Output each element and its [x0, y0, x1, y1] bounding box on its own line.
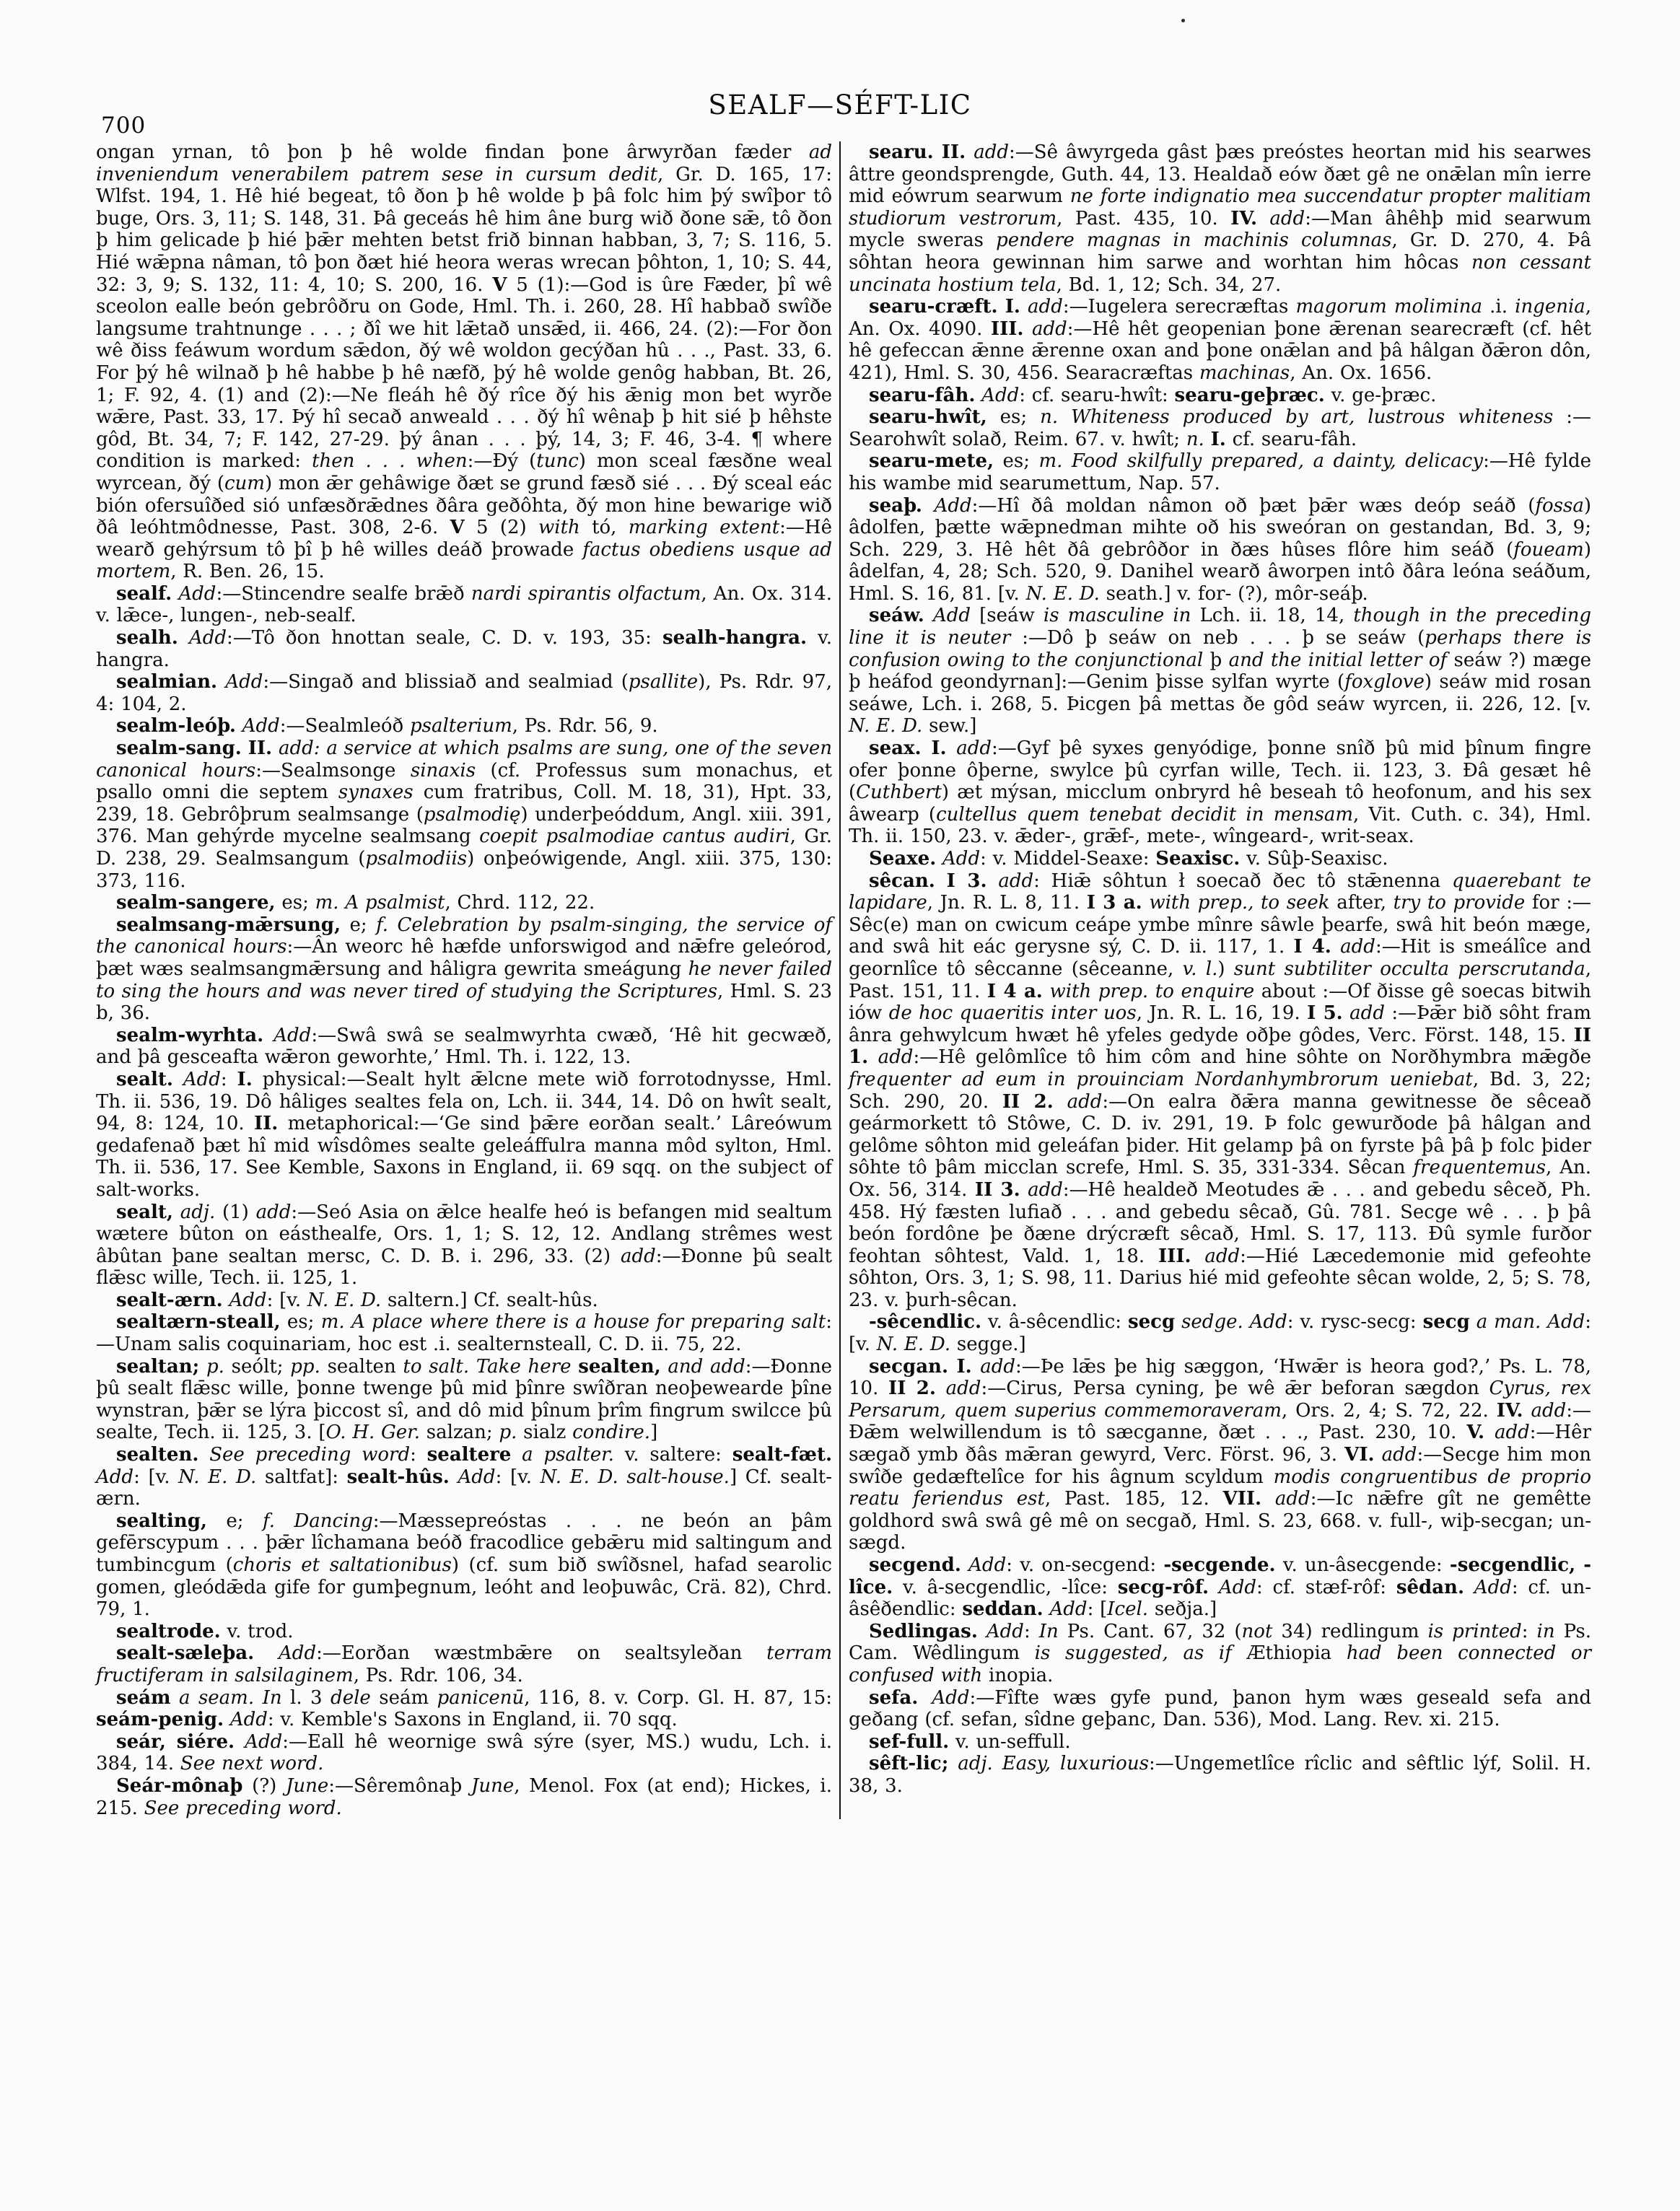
column-right — [841, 141, 1591, 1819]
dictionary-entry: Sedlingas. Add: In Ps. Cant. 67, 32 (not 34) redlingum is printed: in Ps. Cam. Wêdlingum is suggested, as if Æthiopia had been connected or confused with inopia. — [849, 1620, 1591, 1686]
page-title: SEALF—SÉFT-LIC — [708, 89, 972, 121]
text-block — [96, 141, 1598, 1819]
dictionary-entry: seáw. Add [seáw is masculine in Lch. ii. 18, 14, though in the preceding line it is neuter :—Dô þ seáw on neb . . . þ se seáw (perhaps there is confusion owing to the conjunctional þ and the initial letter of seáw ?) mæge þ heáfod geondyrnan]:—Genim þisse sylfan wyrte (foxglove) seáw mid rosan seáwe, Lch. i. 268, 5. Þicgen þâ mettas ðe gôd seáw wyrcen, ii. 226, 12. [v. N. E. D. sew.] — [849, 605, 1592, 737]
dictionary-entry: seaþ. Add:—Hî ðâ moldan nâmon oð þæt þǣr wæs deóp seáð (fossa) âdolfen, þætte wǣpnedman mihte oð his sweóran on gestandan, Bd. 3, 9; Sch. 229, 3. Hê hêt ðâ gebrôðor in ðæs hûses flôre him seáð (foueam) âdelfan, 4, 28; Sch. 520, 9. Danihel wearð âworpen intô ðâra leóna seáðum, Hml. S. 16, 81. [v. N. E. D. seath.] v. for- (?), môr-seáþ. — [849, 494, 1591, 605]
dictionary-entry: sealten. See preceding word: sealtere a psalter. v. saltere: sealt-fæt. Add: [v. N. E. D. saltfat]: sealt-hûs. Add: [v. N. E. D. salt-house.] Cf. sealt-ærn. — [96, 1444, 833, 1510]
dictionary-entry: Seár-mônaþ (?) June:—Sêremônaþ June, Menol. Fox (at end); Hickes, i. 215. See preceding word. — [96, 1774, 832, 1819]
dictionary-entry: sealt-ærn. Add: [v. N. E. D. saltern.] Cf. sealt-hûs. — [116, 1289, 598, 1311]
dictionary-entry: sealf. Add:—Stincendre sealfe brǣð nardi spirantis olfactum, An. Ox. 314. v. lǣce-, lungen-, neb-sealf. — [96, 582, 833, 627]
dictionary-entry: sealh. Add:—Tô ðon hnottan seale, C. D. v. 193, 35: sealh-hangra. v. hangra. — [96, 627, 832, 671]
dictionary-entry: searu-hwît, es; n. Whiteness produced by art, lustrous whiteness :—Searohwît solað, Reim. 67. v. hwît; n. I. cf. searu-fâh. — [849, 406, 1591, 450]
dictionary-entry: searu-fâh. Add: cf. searu-hwît: searu-geþræc. v. ge-þræc. — [869, 384, 1437, 406]
dictionary-entry: sealm-leóþ. Add:—Sealmleóð psalterium, Ps. Rdr. 56, 9. — [116, 715, 658, 737]
dictionary-entry: seax. I. add:—Gyf þê syxes genyódige, þonne snîð þû mid þînum fingre ofer þonne ôþerne, swylce þû cyrfan wille, Tech. ii. 123, 3. Ðâ gesæt hê (Cuthbert) æt mýsan, micclum onbryrd hê beseah tô heofonum, and his sex âwearp (cultellus quem tenebat decidit in mensam, Vit. Cuth. c. 34), Hml. Th. ii. 150, 23. v. ǣder-, grǣf-, mete-, wîngeard-, writ-seax. — [849, 737, 1592, 848]
dictionary-entry: Seaxe. Add: v. Middel-Seaxe: Seaxisc. v. Sûþ-Seaxisc. — [869, 848, 1388, 870]
dictionary-entry: secgend. Add: v. on-secgend: -secgende. v. un-âsecgende: -secgendlic, -lîce. v. â-secgendlic, -lîce: secg-rôf. Add: cf. stæf-rôf: sêdan. Add: cf. un-âsêðendlic: seddan. Add: [Icel. seðja.] — [849, 1554, 1592, 1621]
dictionary-entry: sealmsang-mǣrsung, e; f. Celebration by psalm-singing, the service of the canonical hours:—Ân weorc hê hæfde unforswigod and nǣfre geleórod, þæt wæs sealmsangmǣrsung and hâligra gewrita smeágung he never failed to sing the hours and was never tired of studying the Scriptures, Hml. S. 23 b, 36. — [96, 914, 832, 1025]
dictionary-entry: sealm-sang. II. add: a service at which psalms are sung, one of the seven canonical hours:—Sealmsonge sinaxis (cf. Professus sum monachus, et psallo omni die septem synaxes cum fratribus, Coll. M. 18, 31), Hpt. 33, 239, 18. Gebrôþrum sealmsange (psalmodię) underþeóddum, Angl. xiii. 391, 376. Man gehýrde mycelne sealmsang coepit psalmodiae cantus audiri, Gr. D. 238, 29. Sealmsangum (psalmodiis) onþeówigende, Angl. xiii. 375, 130: 373, 116. — [96, 737, 833, 892]
dictionary-entry: sealt-sæleþa. Add:—Eorðan wæstmbǣre on sealtsyleðan terram fructiferam in salsilaginem, Ps. Rdr. 106, 34. — [96, 1642, 833, 1686]
dictionary-entry: sêcan. I 3. add: Hiǣ sôhtun ł soecað ðec tô stǣnenna quaerebant te lapidare, Jn. R. L. 8, 11. I 3 a. with prep., to seek after, try to provide for :—Sêc(e) man on cwicum ceápe ymbe mînre sâwle þearfe, swâ hit beón mæge, and swâ hit eác gerysne sý, C. D. ii. 117, 1. I 4. add:—Hit is smeálîce and geornlîce tô sêccanne (sêceanne, v. l.) sunt subtiliter occulta perscrutanda, Past. 151, 11. I 4 a. with prep. to enquire about :—Of ðisse gê soecas bitwih iów de hoc quaeritis inter uos, Jn. R. L. 16, 19. I 5. add :—Þǣr bið sôht fram ânra gehwylcum hwæt hê yfeles gedyde oðþe gôdes, Verc. Först. 148, 15. II 1. add:—Hê gelômlîce tô him côm and hine sôhte on Norðhymbra mǣgðe frequenter ad eum in prouinciam Nordanhymbrorum ueniebat, Bd. 3, 22; Sch. 290, 20. II 2. add:—On ealra ðǣra manna gewitnesse ðe sêceað geármorkett tô Stôwe, C. D. iv. 291, 19. Þ folc gewurðode þâ hâlgan and gelôme sôhton mid geleáfan þider. Hit gelamp þâ on fyrste þâ þâ þ folc þider sôhte tô þâm micclan screfe, Hml. S. 35, 331-334. Sêcan frequentemus, An. Ox. 56, 314. II 3. add:—Hê healdeð Meotudes ǣ . . . and gebedu sêceð, Ph. 458. Hý fæsten lufiað . . . and gebedu sêcað, Gû. 781. Secge wê . . . þ þâ beón fordône þe ðæne drýcræft sêcað, Hml. S. 17, 113. Ðû symle furðor feohtan sôhtest, Vald. 1, 18. III. add:—Hié Læcedemonie mid gefeohte sôhton, Ors. 3, 1; S. 98, 11. Darius hié mid gefeohte sêcan wolde, 2, 5; S. 78, 23. v. þurh-sêcan. — [849, 870, 1592, 1311]
dictionary-entry: sealm-sangere, es; m. A psalmist, Chrd. 112, 22. — [116, 892, 595, 914]
dictionary-entry: searu-mete, es; m. Food skilfully prepared, a dainty, delicacy:—Hê fylde his wambe mid searumettum, Nap. 57. — [849, 450, 1591, 494]
dictionary-entry: searu-cræft. I. add:—Iugelera serecræftas magorum molimina .i. ingenia, An. Ox. 4090. III. add:—Hê hêt geopenian þone ǣrenan searecræft (cf. hêt hê gefeccan ǣnne ǣrenne oxan and þone onǣlan and þâ hâlgan ðǣron dôn, 421), Hml. S. 30, 456. Searacræftas machinas, An. Ox. 1656. — [849, 296, 1592, 384]
dictionary-entry: sealmian. Add:—Singað and blissiað and sealmiad (psallite), Ps. Rdr. 97, 4: 104, 2. — [96, 671, 833, 715]
dictionary-entry: sealm-wyrhta. Add:—Swâ swâ se sealmwyrhta cwæð, ‘Hê hit gecwæð, and þâ gesceafta wǣron geworhte,’ Hml. Th. i. 122, 13. — [96, 1024, 833, 1069]
dictionary-entry: sealtærn-steall, es; m. A place where there is a house for preparing salt:—Unam salis coquinariam, hoc est .i. sealternsteall, C. D. ii. 75, 22. — [96, 1311, 832, 1356]
dictionary-entry: searu. II. add:—Sê âwyrgeda gâst þæs preóstes heortan mid his searwes âttre geondsprengde, Guth. 44, 13. Healdað eów ðæt gê ne onǣlan mîn ierre mid eówrum searwum ne forte indignatio mea succendatur propter malitiam studiorum vestrorum, Past. 435, 10. IV. add:—Man âhêhþ mid searwum mycle sweras pendere magnas in machinis columnas, Gr. D. 270, 4. Þâ sôhtan heora gewinnan him sarwe and worhtan him hôcas non cessant uncinata hostium tela, Bd. 1, 12; Sch. 34, 27. — [849, 141, 1592, 296]
dictionary-entry: seár, siére. Add:—Eall hê weornige swâ sýre (syer, MS.) wudu, Lch. i. 384, 14. See next word. — [96, 1730, 833, 1775]
page-number: 700 — [101, 113, 146, 139]
dictionary-entry: sealting, e; f. Dancing:—Mæssepreóstas . . . ne beón an þâm gefērscypum . . . þǣr lîchamana beóð fracodlice gebǣru mid saltingum and tumbincgum (choris et saltationibus) (cf. sum bið swîðsnel, hafad searolic gomen, gleódǣda gife for gumþegnum, leóht and leoþuwâc, Crä. 82), Chrd. 79, 1. — [96, 1510, 832, 1621]
dictionary-entry: seám a seam. In l. 3 dele seám panicenū, 116, 8. v. Corp. Gl. H. 87, 15: seám-penig. Add: v. Kemble's Saxons in England, ii. 70 sqq. — [96, 1686, 832, 1731]
dictionary-entry: sêft-lic; adj. Easy, luxurious:—Ungemetlîce rîclic and sêftlic lýf, Solil. H. 38, 3. — [849, 1753, 1592, 1797]
dictionary-entry: sealtrode. v. trod. — [116, 1620, 294, 1642]
dictionary-entry: sealt, adj. (1) add:—Seó Asia on ǣlce healfe heó is befangen mid sealtum wætere bûton on eásthealfe, Ors. 1, 1; S. 12, 12. Andlang strêmes west âbûtan þane sealtan mersc, C. D. B. i. 296, 33. (2) add:—Ðonne þû sealt flǣsc wille, Tech. ii. 125, 1. — [96, 1201, 833, 1290]
dictionary-entry: -sêcendlic. v. â-sêcendlic: secg sedge. Add: v. rysc-secg: secg a man. Add: [v. N. E. D. segge.] — [849, 1311, 1592, 1356]
column-left — [96, 141, 839, 1819]
ink-speck — [1181, 19, 1185, 22]
entry-continuation: ongan yrnan, tô þon þ hê wolde findan þone ârwyrðan fæder ad inveniendum venerabilem patrem sese in cursum dedit, Gr. D. 165, 17: Wlfst. 194, 1. Hê hié begeat, tô ðon þ hê wolde þ þâ folc him þý swîþor tô buge, Ors. 3, 11; S. 148, 31. Þâ geceás hê him âne burg wið ðone sǣ, tô ðon þ him gelicade þ hié þǣr mehten betst frið binnan habban, 3, 7; S. 116, 5. Hié wǣpna nâman, tô þon ðæt hié heora weras wrecan þôhton, 1, 10; S. 44, 32: 3, 9; S. 132, 11: 4, 10; S. 200, 16. V 5 (1):—God is ûre Fæder, þî wê sceolon ealle beón gebrôðru on Gode, Hml. Th. i. 260, 28. Hî habbað swîðe langsume trahtnunge . . . ; ðî we hit lǣtað unsǣd, ii. 466, 24. (2):—For ðon wê ðiss feáwum wordum sǣdon, ðý wê woldon gecýðan hû . . ., Past. 33, 6. For þý hê wilnað þ hê habbe þ hê næfð, þý hê wolde genôg habban, Bt. 26, 1; F. 92, 4. (1) and (2):—Ne fleáh hê ðý rîce ðý his ǣnig mon bet wyrðe wǣre, Past. 33, 17. Þý hî secað anweald . . . ðý hî wênaþ þ hit sié þ hêhste gôd, Bt. 34, 7; F. 142, 27-29. þý ânan . . . þý, 14, 3; F. 46, 3-4. ¶ where condition is marked: then . . . when:—Ðý (tunc) mon sceal fæsðne weal wyrcean, ðý (cum) mon ǣr gehâwige ðæt se grund fæsð sié . . . Ðý sceal eác bión ofersuîðed sió unfæsðrǣdnes ðâra geðôhta, ðý mon hine bewarige wið ðâ leóhtmôdnesse, Past. 308, 2-6. V 5 (2) with tó, marking extent:—Hê wearð gehýrsum tô þî þ hê willes deáð þrowade factus obediens usque ad mortem, R. Ben. 26, 15. — [96, 141, 832, 583]
dictionary-entry: sealtan; p. seólt; pp. sealten to salt. Take here sealten, and add:—Ðonne þû sealt flǣsc wille, þonne twenge þû mid þînre swîðran neoþewearde þîne wynstran, þǣr se lýra þiccost sî, and dô mid þînum þrîm fingrum swilcce þû sealte, Tech. ii. 125, 3. [O. H. Ger. salzan; p. sialz condire.] — [96, 1355, 833, 1444]
dictionary-entry: secgan. I. add:—Þe lǣs þe hig sæggon, ‘Hwǣr is heora god?,’ Ps. L. 78, 10. II 2. add:—Cirus, Persa cyning, þe wê ǣr beforan sægdon Cyrus, rex Persarum, quem superius commemoraveram, Ors. 2, 4; S. 72, 22. IV. add:—Ðǣm welwillendum is tô sæcganne, ðæt . . ., Past. 230, 10. V. add:—Hêr sægað ymb ðâs mǣran gewyrd, Verc. Först. 96, 3. VI. add:—Secge him mon swîðe gedæftelîce for his âgnum scyldum modis congruentibus de proprio reatu feriendus est, Past. 185, 12. VII. add:—Ic nǣfre gît ne gemêtte goldhord swâ swâ gê mê on secgað, Hml. S. 23, 668. v. full-, wiþ-secgan; un-sægd. — [849, 1355, 1592, 1554]
dictionary-entry: sealt. Add: I. physical:—Sealt hylt ǣlcne mete wið forrotodnysse, Hml. Th. ii. 536, 19. Dô hâliges sealtes fela on, Lch. ii. 344, 14. Dô on hwît sealt, 94, 8: 124, 10. II. metaphorical:—‘Ge sind þǣre eorðan sealt.’ Lâreówum gedafenað þæt hî mid wîsdômes sealte geleáffulra manna môd sylton, Hml. Th. ii. 536, 17. See Kemble, Saxons in England, ii. 69 sqq. on the subject of salt-works. — [96, 1068, 833, 1201]
dictionary-entry: sef-full. v. un-seffull. — [869, 1730, 1071, 1753]
dictionary-entry: sefa. Add:—Fîfte wæs gyfe pund, þanon hym wæs geseald sefa and geðang (cf. sefan, sîdne geþanc, Dan. 536), Mod. Lang. Rev. xi. 215. — [849, 1686, 1592, 1731]
